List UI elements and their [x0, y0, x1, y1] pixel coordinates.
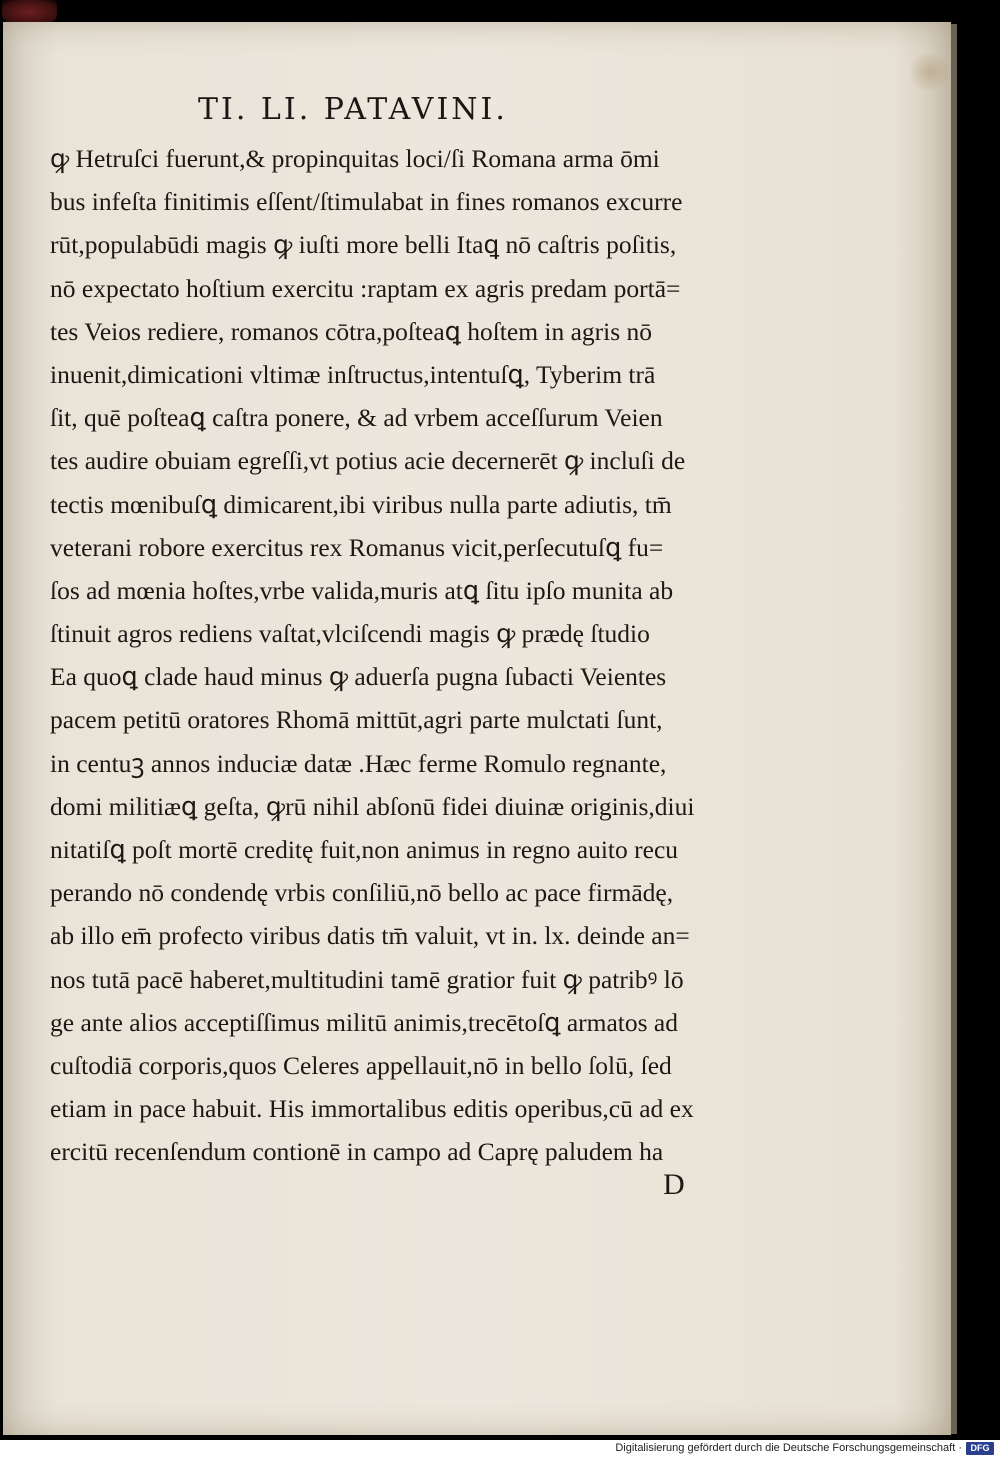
text-line: ab illo em̄ profecto viribus datis tm̄ valuit, vt in. lx. deinde an=	[50, 921, 690, 951]
text-line: in centuꝫ annos induciæ datæ .Hæc ferme Romulo regnante,	[50, 748, 667, 778]
text-line: ercitū recenſendum contionē in campo ad Caprę paludem ha	[50, 1137, 664, 1167]
text-line: nitatiſꝗ poſt mortē creditę fuit,non animus in regno auito recu	[50, 835, 679, 864]
text-line: tes Veios rediere, romanos cōtra,poſteaꝗ hoſtem in agris nō	[50, 316, 653, 346]
text-line: tectis mœnibuſꝗ dimicarent,ibi viribus nulla parte adiutis, tm̄	[50, 489, 672, 519]
text-line: ſtinuit agros rediens vaſtat,vlciſcendi magis ꝙ prædę ſtudio	[50, 619, 650, 649]
text-line: pacem petitū oratores Rhomā mittūt,agri parte mulctati ſunt,	[50, 705, 663, 735]
text-line: domi militiæꝗ geſta, ꝙrū nihil abſonū fidei diuinæ originis,diui	[50, 791, 695, 821]
body-text	[50, 137, 755, 1174]
corner-foxing	[908, 52, 952, 92]
text-line: Ea quoꝗ clade haud minus ꝙ aduerſa pugna ſubacti Veientes	[50, 662, 667, 692]
text-line: ſit, quē poſteaꝗ caſtra ponere, & ad vrbem acceſſurum Veien	[50, 403, 663, 433]
footer-bar	[0, 1440, 1000, 1459]
text-line: nos tutā pacē haberet,multitudini tamē gratior fuit ꝙ patribꝰ lō	[50, 964, 684, 994]
page-edge-stain	[2, 0, 57, 24]
text-line: tes audire obuiam egreſſi,vt potius acie decernerēt ꝙ incluſi de	[50, 446, 686, 476]
running-head: TI. LI. PATAVINI.	[198, 92, 508, 127]
dfg-logo: DFG	[966, 1442, 994, 1455]
text-line: nō expectato hoſtium exercitu :raptam ex agris predam portā=	[50, 273, 681, 303]
text-line: bus infeſta finitimis eſſent/ſtimulabat in fines romanos excurre	[50, 187, 683, 217]
signature-mark: D	[663, 1168, 685, 1201]
text-line: ge ante alios acceptiſſimus militū animis,trecētoſꝗ armatos ad	[50, 1007, 678, 1037]
text-line: ꝙ Hetruſci fuerunt,& propinquitas loci/ſi Romana arma ōmi	[50, 144, 660, 173]
funding-credit: Digitalisierung gefördert durch die Deutsche Forschungsgemeinschaft ·	[615, 1442, 962, 1454]
text-line: veterani robore exercitus rex Romanus vicit,perſecutuſꝗ fu=	[50, 532, 664, 562]
text-line: etiam in pace habuit. His immortalibus editis operibus,cū ad ex	[50, 1094, 694, 1124]
text-line: ſos ad mœnia hoſtes,vrbe valida,muris atꝗ ſitu ipſo munita ab	[50, 575, 674, 605]
text-line: inuenit,dimicationi vltimæ inſtructus,intentuſꝗ, Tyberim trā	[50, 359, 656, 389]
text-line: rūt,populabūdi magis ꝙ iuſti more belli Itaꝗ nō caſtris poſitis,	[50, 230, 677, 260]
page-edge	[951, 24, 957, 1434]
text-line: perando nō condendę vrbis conſiliū,nō bello ac pace firmādę,	[50, 878, 674, 908]
text-line: cuſtodiā corporis,quos Celeres appellauit,nō in bello ſolū, ſed	[50, 1050, 672, 1080]
